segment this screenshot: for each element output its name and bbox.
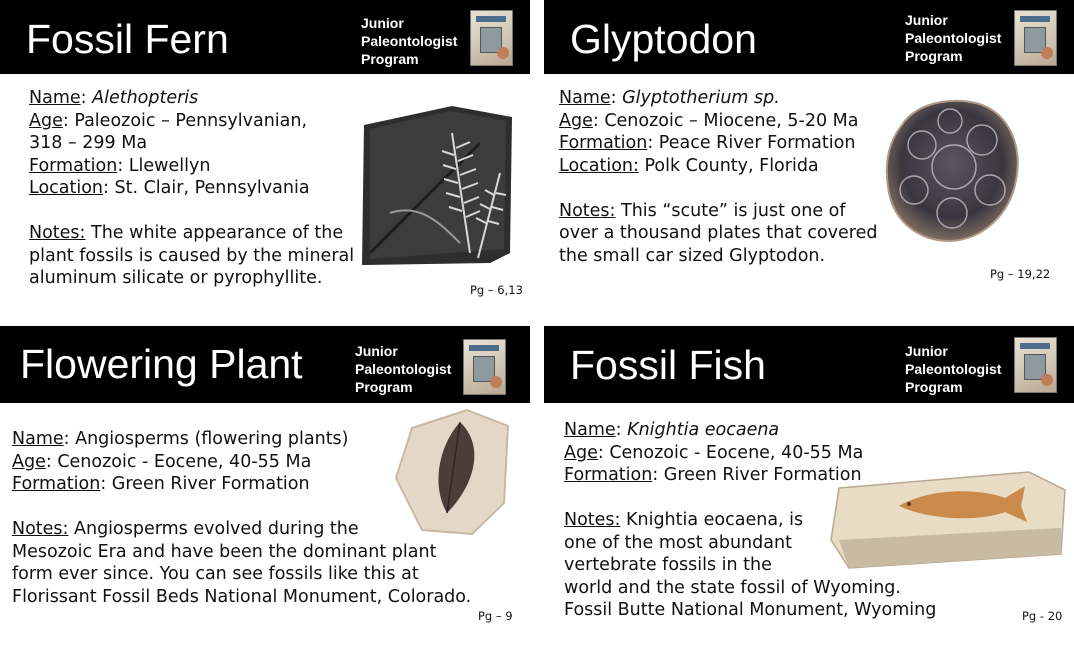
formation-label: Formation — [29, 155, 118, 176]
card-title: Fossil Fish — [570, 342, 766, 388]
program-book-cover-icon — [1014, 337, 1057, 393]
notes-line: The white appearance of the — [85, 223, 344, 243]
notes-line: Angiosperms evolved during the — [68, 519, 359, 539]
program-book-cover-icon — [463, 339, 506, 395]
formation-label: Formation — [12, 474, 101, 494]
formation-value: : Llewellyn — [117, 155, 211, 176]
name-label: Name — [564, 420, 616, 440]
location-value: Polk County, Florida — [638, 155, 819, 176]
page-reference: Pg - 20 — [1022, 609, 1063, 623]
notes-label: Notes: — [559, 200, 616, 221]
card-fossil-fern — [0, 0, 530, 320]
notes-line: plant fossils is caused by the mineral — [29, 245, 355, 266]
notes-line: one of the most abundant — [564, 532, 792, 553]
card-flowering-plant — [0, 326, 530, 646]
notes-line: Florissant Fossil Beds National Monument, Colorado. — [12, 586, 472, 607]
name-value: Alethopteris — [92, 88, 199, 108]
name-value: : Angiosperms (flowering plants) — [63, 429, 349, 449]
card-fossil-fish — [544, 326, 1074, 646]
notes-line: over a thousand plates that covered — [559, 223, 878, 243]
age-value: : Cenozoic - Eocene, 40-55 Ma — [597, 442, 864, 463]
card-header — [544, 0, 1074, 74]
card-body: Name: Glyptotherium sp. Age: Cenozoic – Miocene, 5-20 Ma Formation: Peace River Formation Location: Polk County, Florida Notes: This “scute” is just one of over a thousand plates that covered the small car sized Glyptodon. — [559, 88, 878, 266]
formation-value: : Green River Formation — [100, 474, 310, 494]
location-label: Location — [29, 178, 104, 198]
program-label: Junior Paleontologist Program — [355, 343, 452, 395]
age-value: : Paleozoic – Pennsylvanian, — [62, 110, 308, 131]
program-book-cover-icon — [470, 10, 513, 66]
program-label: Junior Paleontologist Program — [905, 12, 1002, 64]
card-header — [544, 326, 1074, 403]
notes-line: form ever since. You can see fossils like this at — [12, 564, 419, 584]
card-body: Name: Knightia eocaena Age: Cenozoic - Eocene, 40-55 Ma Formation: Green River Formation Notes: Knightia eocaena, is one of the most abundant vertebrate fossils in the world and the state fossil of Wyoming. Fossil Butte National Monument, Wyoming — [564, 420, 937, 620]
name-label: Name — [29, 88, 81, 108]
formation-value: : Peace River Formation — [647, 133, 856, 153]
age-value: : Cenozoic – Miocene, 5-20 Ma — [592, 110, 859, 131]
card-title: Glyptodon — [570, 16, 757, 62]
card-title: Fossil Fern — [26, 16, 229, 62]
age-value: : Cenozoic - Eocene, 40-55 Ma — [45, 451, 312, 472]
card-header — [0, 326, 530, 403]
formation-value: : Green River Formation — [652, 465, 862, 485]
card-title: Flowering Plant — [20, 341, 303, 387]
notes-line: This “scute” is just one of — [615, 200, 846, 221]
notes-label: Notes: — [12, 519, 69, 539]
location-value: : St. Clair, Pennsylvania — [103, 178, 310, 198]
notes-label: Notes: — [564, 510, 621, 530]
name-value: Glyptotherium sp. — [622, 88, 780, 108]
age-value-cont: 318 – 299 Ma — [29, 133, 148, 153]
card-body: Name: Alethopteris Age: Paleozoic – Pennsylvanian, 318 – 299 Ma Formation: Llewellyn Location: St. Clair, Pennsylvania Notes: The white appearance of the plant fossils is caused by the mineral aluminum silicate or pyrophyllite. — [29, 88, 355, 288]
program-book-cover-icon — [1014, 10, 1057, 66]
location-label: Location: — [559, 155, 639, 176]
notes-line: aluminum silicate or pyrophyllite. — [29, 268, 323, 288]
fern-fossil-image — [360, 103, 515, 267]
program-label: Junior Paleontologist Program — [361, 15, 458, 67]
formation-label: Formation — [564, 465, 653, 485]
notes-line: Mesozoic Era and have been the dominant plant — [12, 541, 437, 562]
card-header — [0, 0, 530, 74]
age-label: Age — [559, 110, 593, 131]
card-glyptodon — [544, 0, 1074, 320]
age-label: Age — [12, 451, 46, 472]
notes-line: Fossil Butte National Monument, Wyoming — [564, 600, 937, 620]
name-label: Name — [559, 88, 611, 108]
age-label: Age — [564, 442, 598, 463]
notes-label: Notes: — [29, 223, 86, 243]
notes-line: the small car sized Glyptodon. — [559, 245, 826, 266]
page-reference: Pg – 9 — [478, 609, 513, 623]
notes-line: vertebrate fossils in the — [564, 555, 772, 575]
glyptodon-scute-image — [882, 95, 1022, 245]
page-reference: Pg – 19,22 — [990, 267, 1051, 281]
name-label: Name — [12, 429, 64, 449]
name-value: Knightia eocaena — [627, 420, 780, 440]
notes-line: Knightia eocaena, is — [620, 510, 804, 530]
notes-line: world and the state fossil of Wyoming. — [564, 577, 901, 598]
program-label: Junior Paleontologist Program — [905, 343, 1002, 395]
page-reference: Pg – 6,13 — [470, 283, 523, 297]
age-label: Age — [29, 110, 63, 131]
formation-label: Formation — [559, 133, 648, 153]
card-body — [12, 428, 471, 608]
